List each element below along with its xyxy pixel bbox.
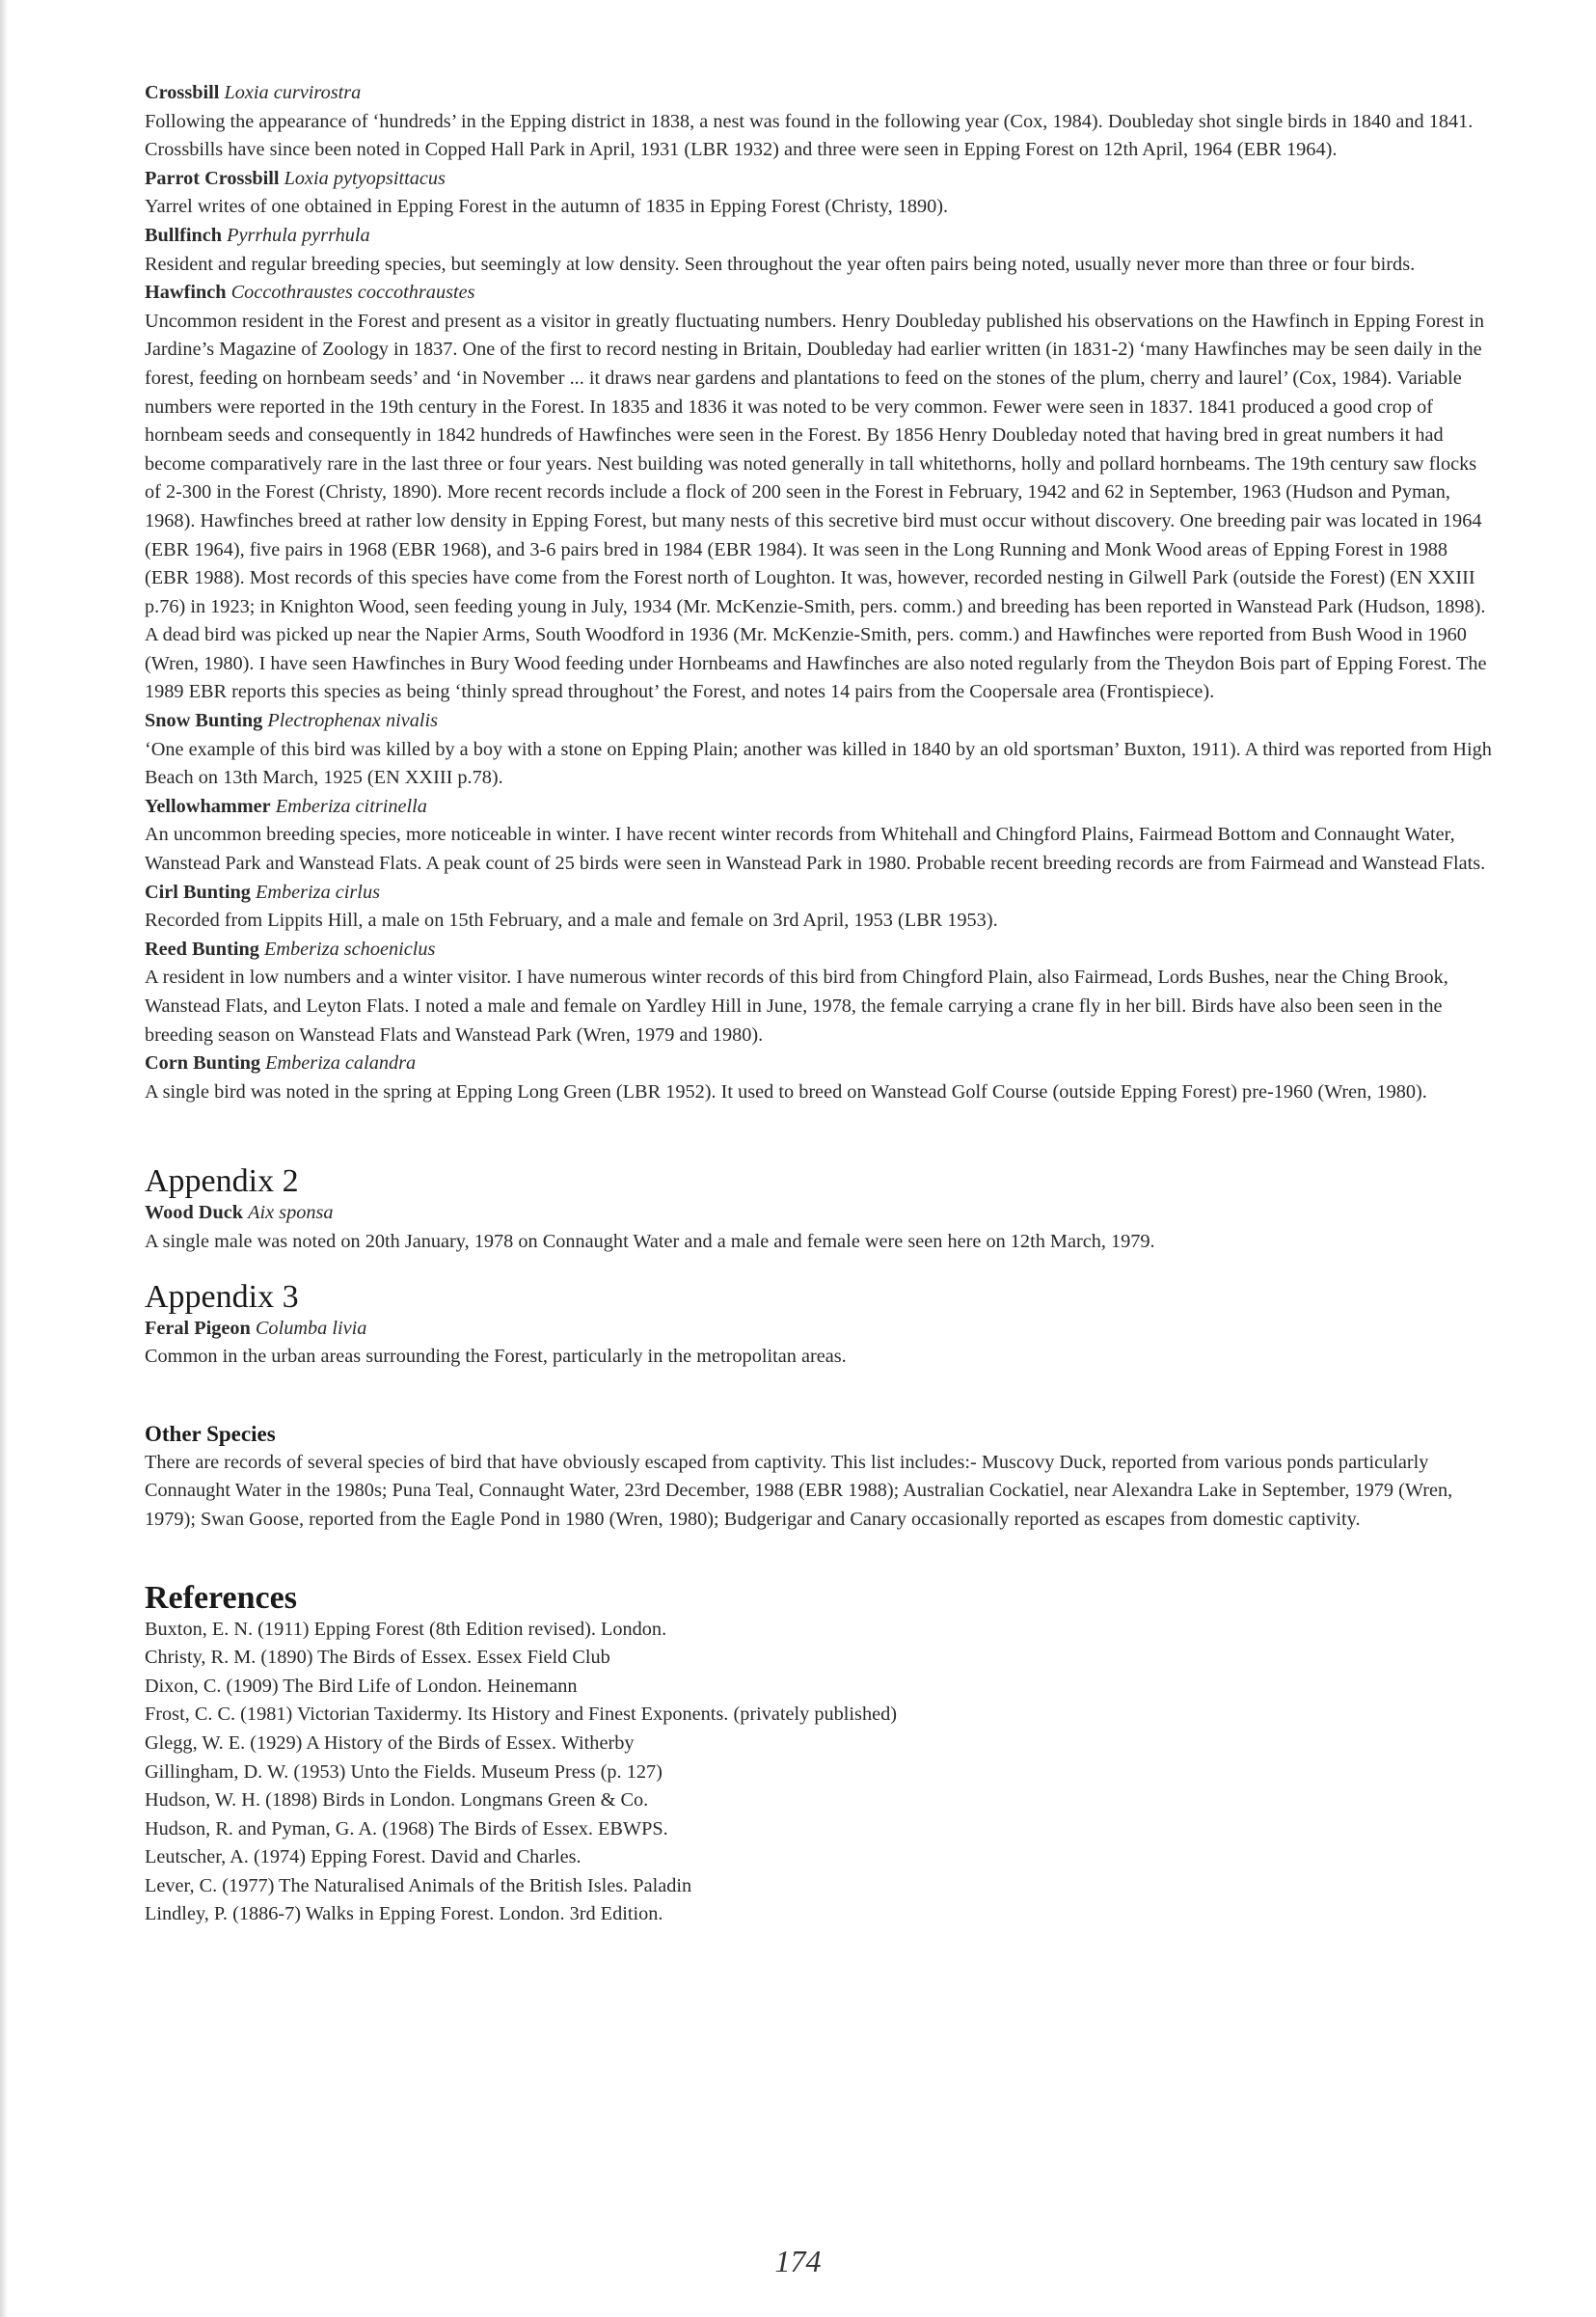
scientific-name: Coccothraustes coccothraustes: [230, 282, 475, 304]
entry-heading: [145, 1049, 1495, 1078]
appendix-3-title: Appendix 3: [145, 1278, 299, 1315]
page-number: 174: [774, 2244, 822, 2278]
common-name: Wood Duck: [145, 1202, 243, 1224]
document-page: [145, 79, 1495, 1929]
common-name: Reed Bunting: [145, 938, 259, 960]
species-entry-yellowhammer: [145, 793, 1495, 879]
reference-item: Leutscher, A. (1974) Epping Forest. David and Charles.: [145, 1846, 582, 1868]
common-name: Bullfinch: [145, 224, 223, 246]
species-entry-crossbill: [145, 79, 1495, 165]
species-entry-hawfinch: [145, 279, 1495, 707]
common-name: Corn Bunting: [145, 1052, 261, 1075]
species-entry-reed-bunting: [145, 936, 1495, 1049]
reference-item: Christy, R. M. (1890) The Birds of Essex. Essex Field Club: [145, 1647, 610, 1669]
appendix-2-title: Appendix 2: [145, 1163, 299, 1200]
reference-item: Glegg, W. E. (1929) A History of the Birds of Essex. Witherby: [145, 1731, 635, 1754]
reference-item: Lindley, P. (1886-7) Walks in Epping Forest. London. 3rd Edition.: [145, 1903, 663, 1925]
entry-heading: [145, 79, 1495, 108]
scientific-name: Columba livia: [255, 1317, 367, 1339]
entry-heading: [145, 1315, 1495, 1344]
species-entry-wood-duck: [145, 1199, 1495, 1256]
entry-text: A single male was noted on 20th January, 1978 on Connaught Water and a male and female were seen here on 12th March, 1979.: [145, 1230, 1155, 1252]
species-entry-feral-pigeon: [145, 1315, 1495, 1372]
entry-text: Following the appearance of ‘hundreds’ in the Epping district in 1838, a nest was found in the following year (Cox, 1984). Doubleday shot single birds in 1840 and 1841. Crossbills have since been noted in Copped Hall Park in April, 1931 (LBR 1932) and three were seen in Epping Forest on 12th April, 1964 (EBR 1964).: [145, 110, 1474, 161]
species-entry-snow-bunting: [145, 707, 1495, 793]
species-entry-corn-bunting: [145, 1049, 1495, 1106]
common-name: Cirl Bunting: [145, 881, 251, 903]
scientific-name: Loxia pytyopsittacus: [284, 167, 446, 189]
common-name: Feral Pigeon: [145, 1317, 251, 1339]
reference-item: Buxton, E. N. (1911) Epping Forest (8th Edition revised). London.: [145, 1618, 667, 1640]
scientific-name: Loxia curvirostra: [224, 82, 362, 103]
common-name: Crossbill: [145, 82, 220, 103]
references-list: [145, 1616, 1495, 1930]
entry-heading: [145, 936, 1495, 965]
entry-heading: [145, 1199, 1495, 1228]
reference-item: Hudson, W. H. (1898) Birds in London. Longmans Green & Co.: [145, 1789, 649, 1812]
reference-item: Hudson, R. and Pyman, G. A. (1968) The Birds of Essex. EBWPS.: [145, 1817, 668, 1840]
reference-item: Frost, C. C. (1981) Victorian Taxidermy. Its History and Finest Exponents. (privately published): [145, 1704, 897, 1726]
scientific-name: Emberiza schoeniclus: [263, 938, 436, 960]
reference-item: Dixon, C. (1909) The Bird Life of London. Heinemann: [145, 1675, 578, 1697]
entry-text: A resident in low numbers and a winter visitor. I have numerous winter records of this bird from Chingford Plain, also Fairmead, Lords Bushes, near the Ching Brook, Wanstead Flats, and Leyton Flats. I noted a male and female on Yardley Hill in June, 1978, the female carrying a crane fly in her bill. Birds have also been seen in the breeding season on Wanstead Flats and Wanstead Park (Wren, 1979 and 1980).: [145, 967, 1448, 1046]
entry-text: Recorded from Lippits Hill, a male on 15th February, and a male and female on 3rd April, 1953 (LBR 1953).: [145, 910, 998, 932]
entry-text: Common in the urban areas surrounding the Forest, particularly in the metropolitan areas.: [145, 1346, 847, 1368]
entry-text: An uncommon breeding species, more noticeable in winter. I have recent winter records from Whitehall and Chingford Plains, Fairmead Bottom and Connaught Water, Wanstead Park and Wanstead Flats. A peak count of 25 birds were seen in Wanstead Park in 1980. Probable recent breeding records are from Fairmead and Wanstead Flats.: [145, 824, 1486, 875]
reference-item: Gillingham, D. W. (1953) Unto the Fields. Museum Press (p. 127): [145, 1760, 663, 1783]
reference-item: Lever, C. (1977) The Naturalised Animals of the British Isles. Paladin: [145, 1874, 692, 1896]
entry-text: Yarrel writes of one obtained in Epping Forest in the autumn of 1835 in Epping Forest (Christy, 1890).: [145, 196, 949, 218]
entry-heading: [145, 222, 1495, 251]
page-edge-shadow: [0, 0, 8, 2317]
entry-heading: [145, 165, 1495, 194]
scientific-name: Emberiza calandra: [265, 1052, 417, 1075]
common-name: Parrot Crossbill: [145, 167, 280, 189]
entry-heading: [145, 879, 1495, 908]
entry-heading: [145, 279, 1495, 308]
scientific-name: Emberiza cirlus: [255, 881, 380, 903]
common-name: Snow Bunting: [145, 710, 263, 732]
scientific-name: Aix sponsa: [248, 1202, 334, 1224]
references-title: References: [145, 1579, 297, 1616]
scientific-name: Pyrrhula pyrrhula: [227, 224, 370, 246]
entry-text: Uncommon resident in the Forest and present as a visitor in greatly fluctuating numbers. Henry Doubleday published his observations on the Hawfinch in Epping Forest in Jardine’s Magazine of Zoology in 1837. One of the first to record nesting in Britain, Doubleday had earlier written (in 1831-2) ‘many Hawfinches may be seen daily in the forest, feeding on hornbeam seeds’ and ‘in November ... it draws near gardens and plantations to feed on the stones of the plum, cherry and laurel’ (Cox, 1984). Variable numbers were reported in the 19th century in the Forest. In 1835 and 1836 it was noted to be very common. Fewer were seen in 1837. 1841 produced a good crop of hornbeam seeds and consequently in 1842 hundreds of Hawfinches were seen in the Forest. By 1856 Henry Doubleday noted that having bred in great numbers it had become comparatively rare in the last three or four years. Nest building was noted generally in tall whitethorns, holly and pollard hornbeams. The 19th century saw flocks of 2-300 in the Forest (Christy, 1890). More recent records include a flock of 200 seen in the Forest in February, 1942 and 62 in September, 1963 (Hudson and Pyman, 1968). Hawfinches breed at rather low density in Epping Forest, but many nests of this secretive bird must occur without discovery. One breeding pair was located in 1964 (EBR 1964), five pairs in 1968 (EBR 1968), and 3-6 pairs bred in 1984 (EBR 1984). It was seen in the Long Running and Monk Wood areas of Epping Forest in 1988 (EBR 1988). Most records of this species have come from the Forest north of Loughton. It was, however, recorded nesting in Gilwell Park (outside the Forest) (EN XXIII p.76) in 1923; in Knighton Wood, seen feeding young in July, 1934 (Mr. McKenzie-Smith, pers. comm.) and breeding has been reported in Wanstead Park (Hudson, 1898). A dead bird was picked up near the Napier Arms, South Woodford in 1936 (Mr. McKenzie-Smith, pers. comm.) and Hawfinches were reported from Bush Wood in 1960 (Wren, 1980). I have seen Hawfinches in Bury Wood feeding under Hornbeams and Hawfinches are also noted regularly from the Theydon Bois part of Epping Forest. The 1989 EBR reports this species as being ‘thinly spread throughout’ the Forest, and notes 14 pairs from the Coopersale area (Frontispiece).: [145, 310, 1487, 703]
common-name: Hawfinch: [145, 282, 227, 304]
scientific-name: Emberiza citrinella: [275, 795, 427, 817]
common-name: Yellowhammer: [145, 795, 271, 817]
entry-text: A single bird was noted in the spring at Epping Long Green (LBR 1952). It used to breed on Wanstead Golf Course (outside Epping Forest) pre-1960 (Wren, 1980).: [145, 1080, 1427, 1103]
species-entry-parrot-crossbill: [145, 165, 1495, 222]
species-entry-bullfinch: [145, 222, 1495, 279]
entry-text: Resident and regular breeding species, but seemingly at low density. Seen throughout the year often pairs being noted, usually never more than three or four birds.: [145, 253, 1416, 275]
entry-heading: [145, 793, 1495, 822]
other-species-text: There are records of several species of bird that have obviously escaped from captivity. This list includes:- Muscovy Duck, reported from various ponds particularly Connaught Water in the 1980s; Puna Teal, Connaught Water, 23rd December, 1988 (EBR 1988); Australian Cockatiel, near Alexandra Lake in September, 1979 (Wren, 1979); Swan Goose, reported from the Eagle Pond in 1980 (Wren, 1980); Budgerigar and Canary occasionally reported as escapes from domestic captivity.: [145, 1451, 1453, 1530]
species-entry-cirl-bunting: [145, 879, 1495, 936]
scientific-name: Plectrophenax nivalis: [267, 710, 439, 732]
other-species-title: Other Species: [145, 1421, 276, 1446]
entry-heading: [145, 707, 1495, 736]
entry-text: ‘One example of this bird was killed by a boy with a stone on Epping Plain; another was killed in 1840 by an old sportsman’ Buxton, 1911). A third was reported from High Beach on 13th March, 1925 (EN XXIII p.78).: [145, 738, 1492, 789]
